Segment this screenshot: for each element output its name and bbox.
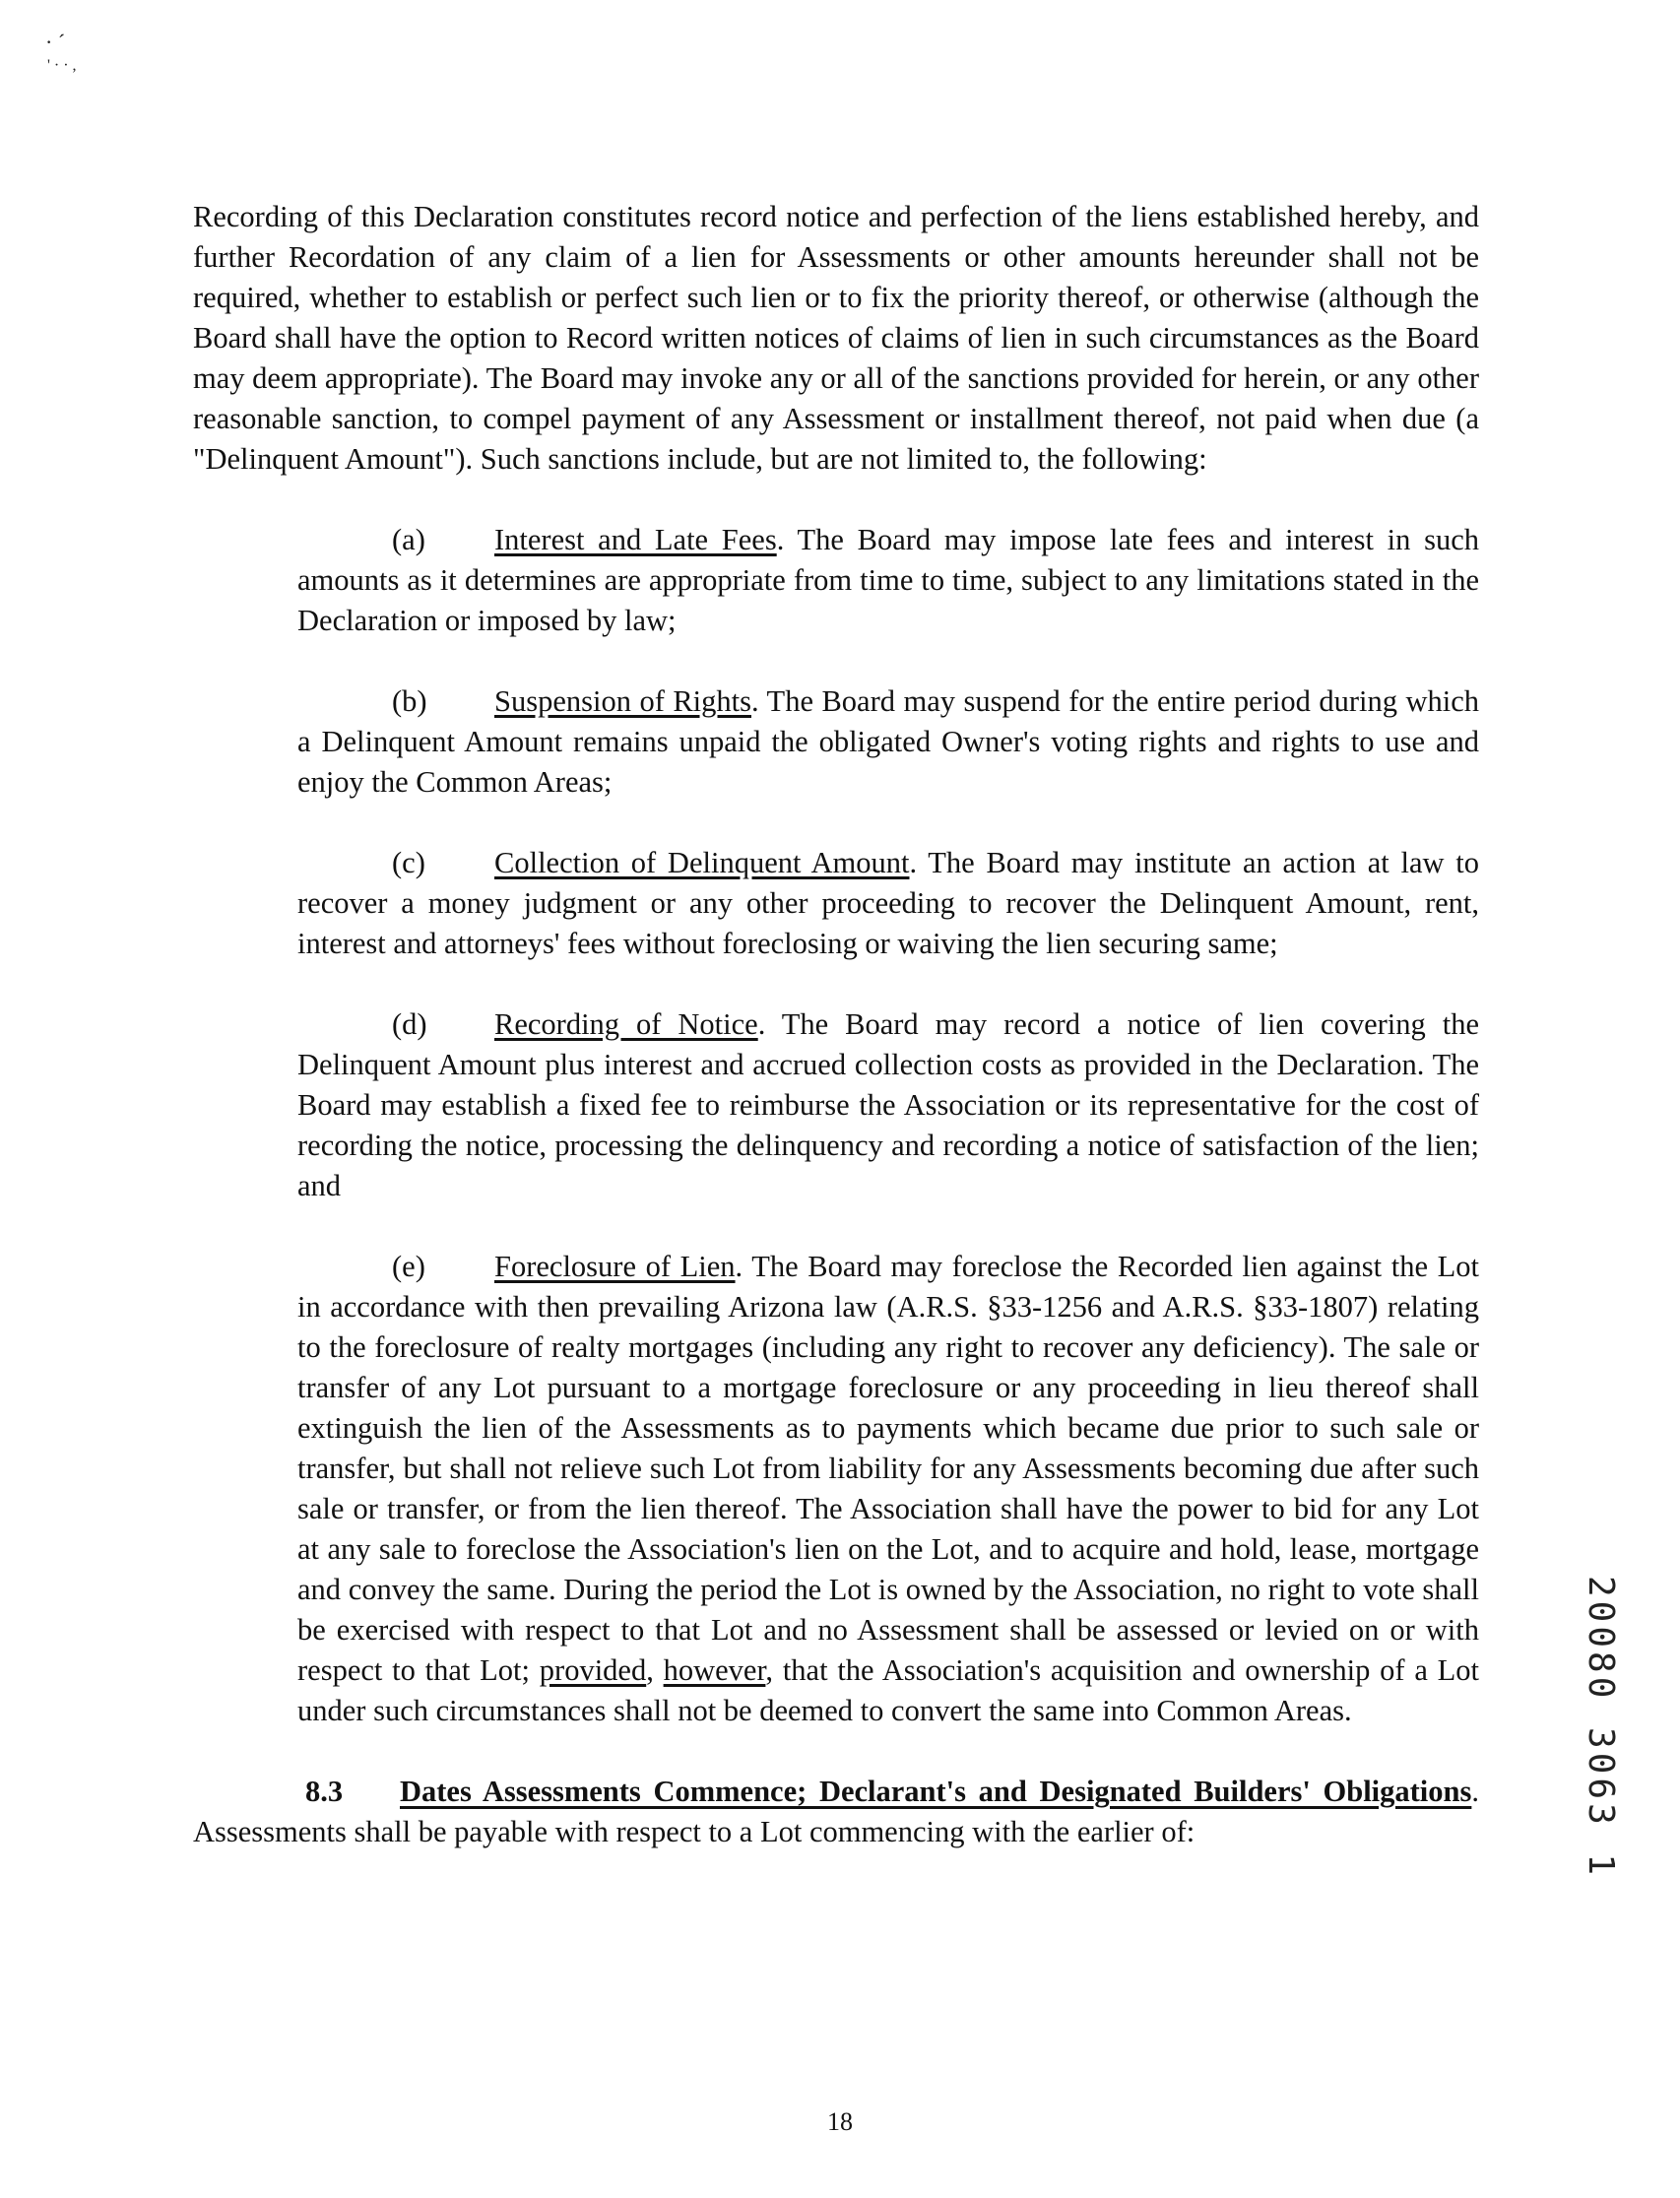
item-text: . The Board may impose late fees and interest in such amounts as it determines are appropriate from time to time, subject to any limitations stated in the Declaration or imposed by law; bbox=[297, 523, 1479, 637]
item-label: (e) bbox=[392, 1250, 425, 1283]
item-heading: Foreclosure of Lien bbox=[494, 1250, 736, 1283]
section-title: Dates Assessments Commence; Declarant's and Designated Builders' Obligations bbox=[400, 1775, 1472, 1808]
recording-number-stamp: 20080 3063 1 bbox=[1581, 1576, 1621, 1880]
item-heading: Suspension of Rights bbox=[494, 684, 751, 718]
item-heading: Interest and Late Fees bbox=[494, 523, 777, 556]
document-body bbox=[193, 197, 1479, 1852]
item-label: (a) bbox=[392, 523, 425, 556]
item-heading: Recording of Notice bbox=[494, 1007, 758, 1041]
section-8-3 bbox=[193, 1772, 1479, 1852]
sanction-item-d bbox=[297, 1004, 1479, 1206]
item-text-end: , that the Association's acquisition and ownership of a Lot under such circumstances shall not be deemed to convert the same into Common Areas. bbox=[297, 1653, 1479, 1727]
scan-artifact-marks: · ´ bbox=[45, 30, 66, 54]
sanction-item-e: (e) Foreclosure of Lien. The Board may foreclose the Recorded lien against the Lot in accordance with then prevailing Arizona law (A.R.S. §33-1256 and A.R.S. §33-1807) relating to the foreclosure of realty mortgages (including any right to recover any deficiency). The sale or transfer of any Lot pursuant to a mortgage foreclosure or any proceeding in lieu thereof shall extinguish the lien of the Assessments as to payments which became due prior to such sale or transfer, but shall not relieve such Lot from liability for any Assessments becoming due after such sale or transfer, or from the lien thereof. The Association shall have the power to bid for any Lot at any sale to foreclose the Association's lien on the Lot, and to acquire and hold, lease, mortgage and convey the same. During the period the Lot is owned by the Association, no right to vote shall be exercised with respect to that Lot and no Assessment shall be assessed or levied on or with respect to that Lot; provided, however, that the Association's acquisition and ownership of a Lot under such circumstances shall not be deemed to convert the same into Common Areas. bbox=[297, 1247, 1479, 1731]
provided-term: provided bbox=[539, 1653, 647, 1687]
item-label: (c) bbox=[392, 846, 425, 879]
scan-artifact-marks: ' · · , bbox=[47, 57, 77, 74]
item-text: . The Board may institute an action at law to recover a money judgment or any other proceeding to recover the Delinquent Amount, rent, interest and attorneys' fees without foreclosing or waiving the lien securing same; bbox=[297, 846, 1479, 960]
item-text: . The Board may foreclose the Recorded lien against the Lot in accordance with then prevailing Arizona law (A.R.S. §33-1256 and A.R.S. §33-1807) relating to the foreclosure of realty mortgages (including any right to recover any deficiency). The sale or transfer of any Lot pursuant to a mortgage foreclosure or any proceeding in lieu thereof shall extinguish the lien of the Assessments as to payments which became due prior to such sale or transfer, but shall not relieve such Lot from liability for any Assessments becoming due after such sale or transfer, or from the lien thereof. The Association shall have the power to bid for any Lot at any sale to foreclose the Association's lien on the Lot, and to acquire and hold, lease, mortgage and convey the same. During the period the Lot is owned by the Association, no right to vote shall be exercised with respect to that Lot and no Assessment shall be assessed or levied on or with respect to that Lot; bbox=[297, 1250, 1479, 1687]
sanction-item-c bbox=[297, 843, 1479, 964]
intro-paragraph: Recording of this Declaration constitutes record notice and perfection of the liens established hereby, and further Recordation of any claim of a lien for Assessments or other amounts hereunder shall not be required, whether to establish or perfect such lien or to fix the priority thereof, or otherwise (although the Board shall have the option to Record written notices of claims of lien in such circumstances as the Board may deem appropriate). The Board may invoke any or all of the sanctions provided for herein, or any other reasonable sanction, to compel payment of any Assessment or installment thereof, not paid when due (a "Delinquent Amount"). Such sanctions include, but are not limited to, the following: bbox=[193, 200, 1479, 476]
sanction-item-a bbox=[297, 520, 1479, 641]
section-text: . Assessments shall be payable with respect to a Lot commencing with the earlier of: bbox=[193, 1775, 1479, 1848]
item-label: (b) bbox=[392, 684, 427, 718]
item-text: . The Board may suspend for the entire period during which a Delinquent Amount remains unpaid the obligated Owner's voting rights and rights to use and enjoy the Common Areas; bbox=[297, 684, 1479, 799]
sanction-item-b bbox=[297, 681, 1479, 803]
item-label: (d) bbox=[392, 1007, 427, 1041]
section-number: 8.3 bbox=[305, 1775, 344, 1808]
item-heading: Collection of Delinquent Amount bbox=[494, 846, 910, 879]
item-text: . The Board may record a notice of lien covering the Delinquent Amount plus interest and accrued collection costs as provided in the Declaration. The Board may establish a fixed fee to reimburse the Association or its representative for the cost of recording the notice, processing the delinquency and recording a notice of satisfaction of the lien; and bbox=[297, 1007, 1479, 1202]
page-number: 18 bbox=[827, 2107, 853, 2136]
however-term: however bbox=[663, 1653, 766, 1687]
